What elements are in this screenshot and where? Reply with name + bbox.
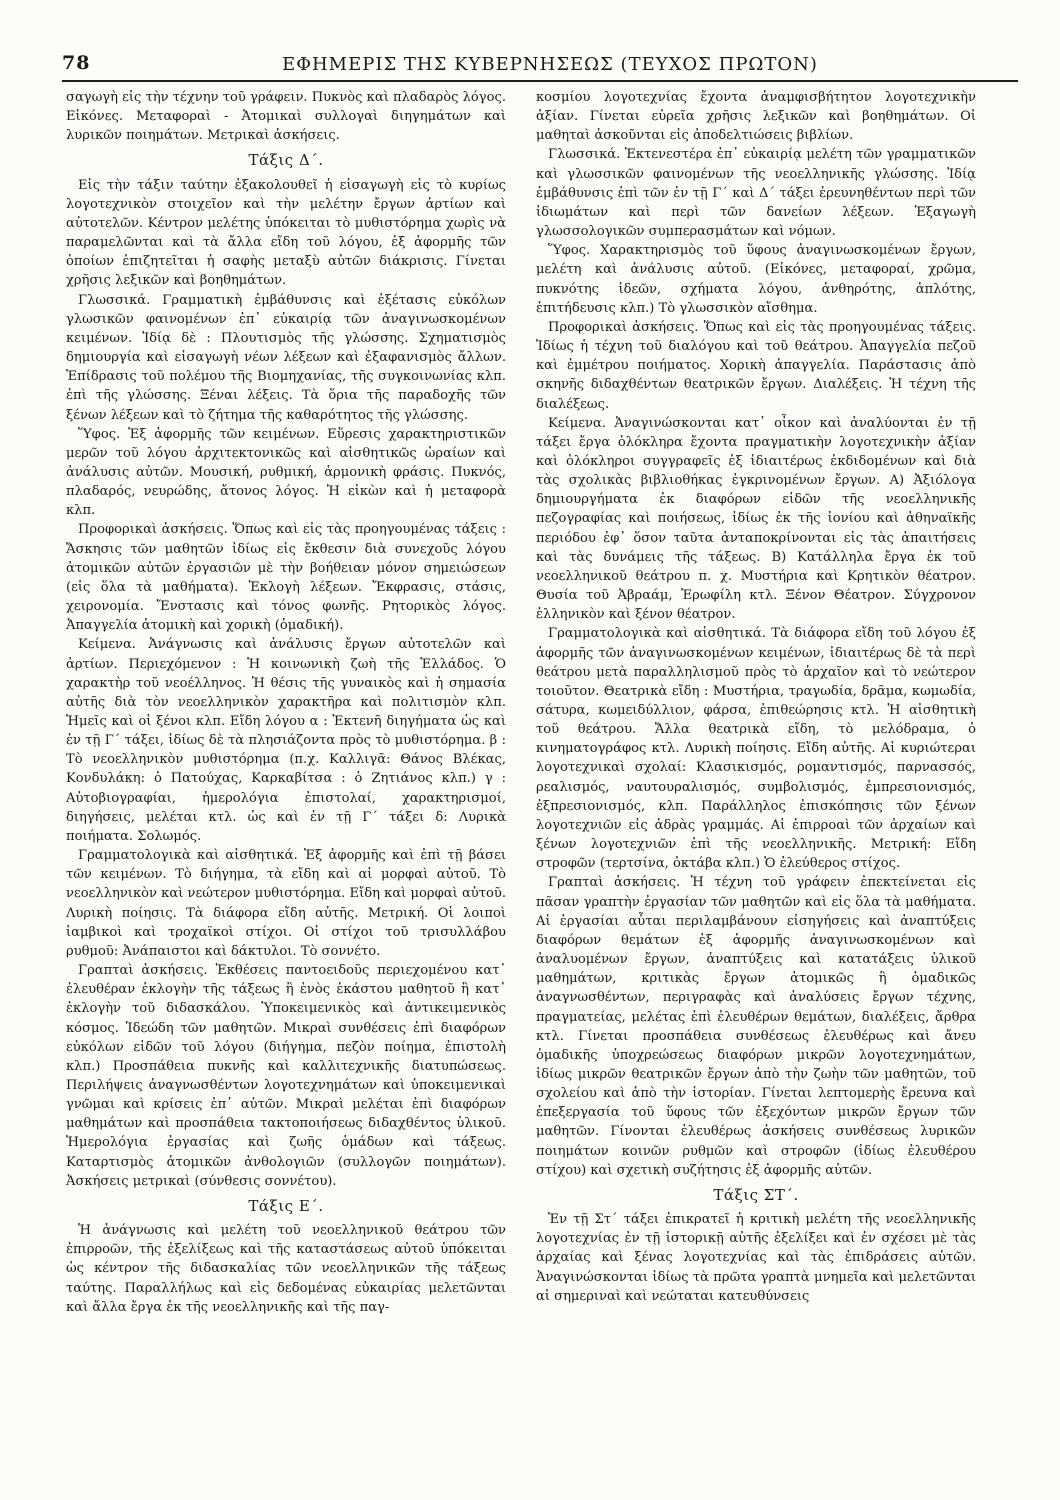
left-column bbox=[66, 88, 506, 1488]
running-title: ΕΦΗΜΕΡΙΣ ΤΗΣ ΚΥΒΕΡΝΗΣΕΩΣ (ΤΕΥΧΟΣ ΠΡΩΤΟΝ) bbox=[282, 54, 818, 75]
paragraph: Κείμενα. Ἀνάγνωσις καὶ ἀνάλυσις ἔργων αὐτοτελῶν καὶ ἀρτίων. Περιεχόμενον : Ἡ κοινωνικὴ ζωὴ τῆς Ἑλλάδος. Ὁ χαρακτὴρ τοῦ νεοέλληνος. Ἡ θέσις τῆς γυναικὸς καὶ ἡ σημασία αὐτῆς διὰ τὸν νεοελληνικὸν χαρακτῆρα καὶ πολιτισμὸν κλπ. Ἡμεῖς καὶ οἱ ξένοι κλπ. Εἴδη λόγου α : Ἐκτενῆ διηγήματα ὡς καὶ ἐν τῇ Γ΄ τάξει, ἰδίως δὲ τὰ πλησιάζοντα πρὸς τὸ μυθιστόρημα. β : Τὸ νεοελληνικὸν μυθιστόρημα (π.χ. Καλλιγᾶ: Θάνος Βλέκας, Κονδυλάκη: ὁ Πατούχας, Καρκαβίτσα : ὁ Ζητιάνος κλπ.) γ : Αὐτοβιογραφίαι, ἡμερολόγια ἐπιστολαί, χαρακτηρισμοί, διηγήσεις, μελέται κτλ. ὡς καὶ ἐν τῇ Γ΄ τάξει δ: Λυρικὰ ποιήματα. Σολωμός. bbox=[66, 637, 506, 844]
paragraph: Προφορικαὶ ἀσκήσεις. Ὅπως καὶ εἰς τὰς προηγουμένας τάξεις. Ἰδίως ἡ τέχνη τοῦ διαλόγου καὶ τοῦ θεάτρου. Ἀπαγγελία πεζοῦ καὶ ἐμμέτρου ποιήματος. Χορικὴ ἀπαγγελία. Παράστασις ἀπὸ σκηνῆς διδαχθέντων θεατρικῶν ἔργων. Διαλέξεις. Ἡ τέχνη τῆς διαλέξεως. bbox=[536, 319, 976, 412]
paragraph: κοσμίου λογοτεχνίας ἔχοντα ἀναμφισβήτητον λογοτεχνικὴν ἀξίαν. Γίνεται εὐρεῖα χρῆσις λεξικῶν καὶ βοηθημάτων. Οἱ μαθηταὶ ἀσκοῦνται εἰς ἀποδελτιώσεις βιβλίων. bbox=[536, 90, 976, 144]
paragraph: Ὕφος. Χαρακτηρισμὸς τοῦ ὕφους ἀναγινωσκομένων ἔργων, μελέτη καὶ ἀνάλυσις αὐτοῦ. (Εἰκόνες, μεταφοραί, χρῶμα, πυκνότης ἰδεῶν, σχήματα λόγου, ἀνθηρότης, ἁπλότης, ἐπιτήδευσις κλπ.) Τὸ γλωσσικὸν αἴσθημα. bbox=[536, 243, 976, 316]
paragraph: Προφορικαὶ ἀσκήσεις. Ὅπως καὶ εἰς τὰς προηγουμένας τάξεις : Ἄσκησις τῶν μαθητῶν ἰδίως εἰς ἔκθεσιν διὰ συνεχοῦς λόγου ἀτομικῶν αὐτῶν ἐργασιῶν μὲ τὴν βοήθειαν μόνον σημειώσεων (εἰς ὅλα τὰ μαθήματα). Ἐκλογὴ λέξεων. Ἔκφρασις, στάσις, χειρονομία. Ἔνστασις καὶ τόνος φωνῆς. Ρητορικὸς λόγος. Ἀπαγγελία ἀτομικὴ καὶ χορικὴ (ὁμαδική). bbox=[66, 522, 506, 634]
right-column bbox=[536, 88, 976, 1488]
section-heading: Τάξις Δ΄. bbox=[248, 151, 324, 170]
paragraph: Ἐν τῇ Στ΄ τάξει ἐπικρατεῖ ἡ κριτικὴ μελέτη τῆς νεοελληνικῆς λογοτεχνίας ἐν τῇ ἱστορικῇ αὐτῆς ἐξελίξει καὶ ἐν σχέσει μὲ τὰς ἀρχαίας καὶ ξένας λογοτεχνίας καὶ τὰς ἐπιδράσεις αὐτῶν. Ἀναγινώσκονται ἰδίως τὰ πρῶτα γραπτὰ μνημεῖα καὶ μελετῶνται αἱ σημεριναὶ καὶ νεώταται κατευθύνσεις bbox=[536, 1212, 976, 1304]
paragraph: Ἡ ἀνάγνωσις καὶ μελέτη τοῦ νεοελληνικοῦ θεάτρου τῶν ἐπιρροῶν, τῆς ἐξελίξεως καὶ τῆς καταστάσεως αὐτοῦ ὑπόκειται ὡς κέντρον τῆς διδασκαλίας τῶν νεοελληνικῶν τῆς τάξεως ταύτης. Παραλλήλως καὶ εἰς δεδομένας εὐκαιρίας μελετῶνται καὶ ἄλλα ἔργα ἐκ τῆς νεοελληνικῆς καὶ τῆς παγ- bbox=[66, 1223, 506, 1315]
paragraph: Γραπταὶ ἀσκήσεις. Ἐκθέσεις παντοειδοῦς περιεχομένου κατ᾽ ἐλευθέραν ἐκλογὴν τῆς τάξεως ἢ ἑνὸς ἑκάστου μαθητοῦ ἢ κατ᾽ ἐκλογὴν τοῦ διδασκάλου. Ὑποκειμενικὸς καὶ ἀντικειμενικὸς κόσμος. Ἰδεώδη τῶν μαθητῶν. Μικραὶ συνθέσεις ἐπὶ διαφόρων εὐκόλων εἰδῶν τοῦ λόγου (διήγημα, πεζὸν ποίημα, ἐπιστολὴ κλπ.) Προσπάθεια πυκνῆς καὶ καλλιτεχνικῆς διατυπώσεως. Περιλήψεις ἀναγνωσθέντων λογοτεχνημάτων καὶ ὑποκειμενικαὶ γνῶμαι καὶ κρίσεις ἐπ᾽ αὐτῶν. Μικραὶ μελέται ἐπὶ διαφόρων μαθημάτων καὶ προσπάθεια τακτοποιήσεως διδαχθέντος ὑλικοῦ. Ἡμερολόγια ἐργασίας καὶ ζωῆς ὁμάδων καὶ τάξεως. Καταρτισμὸς ἀτομικῶν ἀνθολογιῶν (συλλογῶν ποιημάτων). Ἀσκήσεις μετρικαὶ (σύνθεσις σοννέτου). bbox=[66, 963, 506, 1189]
section-heading: Τάξις Ε΄. bbox=[248, 1196, 324, 1215]
page-header bbox=[62, 52, 1018, 82]
paragraph: Γλωσσικά. Γραμματικὴ ἐμβάθυνσις καὶ ἐξέτασις εὐκόλων γλωσικῶν φαινομένων ἐπ᾽ εὐκαιρίᾳ τῶν ἀναγινωσκομένων κειμένων. Ἰδίᾳ δὲ : Πλουτισμὸς τῆς γλώσσης. Σχηματισμὸς δημιουργία καὶ εἰσαγωγὴ νέων λέξεων καὶ ἐξαφανισμὸς ἄλλων. Ἐπίδρασις τοῦ πολέμου τῆς Βιομηχανίας, τῆς συγκοινωνίας κλπ. ἐπὶ τῆς γλώσσης. Ξέναι λέξεις. Τὰ ὅρια τῆς παραδοχῆς τῶν ξένων λέξεων καὶ τὸ ζήτημα τῆς καθαρότητος τῆς γλώσσης. bbox=[66, 292, 506, 423]
paragraph: Γραμματολογικὰ καὶ αἰσθητικά. Ἐξ ἀφορμῆς καὶ ἐπὶ τῇ βάσει τῶν κειμένων. Τὸ διήγημα, τὰ εἴδη καὶ αἱ μορφαὶ αὐτοῦ. Τὸ νεοελληνικὸν καὶ νεώτερον μυθιστόρημα. Εἴδη καὶ μορφαὶ αὐτοῦ. Λυρικὴ ποίησις. Τὰ διάφορα εἴδη αὐτῆς. Μετρική. Οἱ λοιποὶ ἰαμβικοὶ καὶ τροχαϊκοὶ στίχοι. Οἱ στίχοι τοῦ τρισυλλάβου ρυθμοῦ: Ἀνάπαιστοι καὶ δάκτυλοι. Τὸ σοννέτο. bbox=[66, 848, 506, 959]
paragraph: Ὕφος. Ἐξ ἀφορμῆς τῶν κειμένων. Εὕρεσις χαρακτηριστικῶν μερῶν τοῦ λόγου ἀρχιτεκτονικῶς καὶ αἰσθητικῶς ὡραίων καὶ ἀνάλυσις αὐτῶν. Μουσική, ρυθμική, ἁρμονικὴ φράσις. Πυκνός, πλαδαρός, νευρώδης, ἄτονος λόγος. Ἡ εἰκὼν καὶ ἡ μεταφορὰ κλπ. bbox=[66, 426, 506, 519]
section-heading: Τάξις ΣΤ΄. bbox=[713, 1185, 799, 1204]
paragraph: Γραμματολογικὰ καὶ αἰσθητικά. Τὰ διάφορα εἴδη τοῦ λόγου ἐξ ἀφορμῆς τῶν ἀναγινωσκομένων κειμένων, ἰδιαιτέρως δὲ τὰ περὶ θεάτρου μετὰ παραλληλισμοῦ πρὸς τὸ ἀρχαῖον καὶ τὸ νεώτερον τοιοῦτον. Θεατρικὰ εἴδη : Μυστήρια, τραγωδία, δρᾶμα, κωμωδία, σάτυρα, κωμειδύλλιον, φάρσα, ἐπιθεώρησις κτλ. Ἡ αἰσθητικὴ τοῦ θεάτρου. Ἄλλα θεατρικὰ εἴδη, τὸ μελόδραμα, ὁ κινηματογράφος κτλ. Λυρικὴ ποίησις. Εἴδη αὐτῆς. Αἱ κυριώτεραι λογοτεχνικαὶ σχολαί: Κλασικισμός, ρομαντισμός, παρνασσός, ρεαλισμός, ναυτουραλισμός, συμβολισμός, ἐμπρεσιονισμός, ἐξπρεσιονισμός, κλπ. Παράλληλος ἐπισκόπησις τῶν ξένων λογοτεχνιῶν εἰς ἁδρὰς γραμμάς. Αἱ ἐπιρροαὶ τῶν ἀρχαίων καὶ ξένων λογοτεχνιῶν ἐπὶ τῆς νεοελληνικῆς. Μετρική: Εἴδη στροφῶν (τερτσίνα, ὀκτάβα κλπ.) Ὁ ἐλεύθερος στίχος. bbox=[536, 626, 976, 872]
paragraph: σαγωγὴ εἰς τὴν τέχνην τοῦ γράφειν. Πυκνὸς καὶ πλαδαρὸς λόγος. Εἰκόνες. Μεταφοραὶ - Ἀτομικαὶ συλλογαὶ διηγημάτων καὶ λυρικῶν ποιημάτων. Μετρικαὶ ἀσκήσεις. bbox=[66, 90, 506, 144]
paragraph: Εἰς τὴν τάξιν ταύτην ἐξακολουθεῖ ἡ εἰσαγωγὴ εἰς τὸ κυρίως λογοτεχνικὸν στοιχεῖον καὶ τὴν μελέτην ἔργων ἀρτίων καὶ αὐτοτελῶν. Κέντρον μελέτης ὑπόκειται τὸ μυθιστόρημα χωρὶς νὰ παραμελῶνται καὶ τὰ ἄλλα εἴδη τοῦ λόγου, ἐξ ἀφορμῆς τῶν ὁποίων ἐπιζητεῖται ἡ σαφὴς μεταξὺ αὐτῶν διάκρισις. Γίνεται χρῆσις λεξικῶν καὶ βοηθημάτων. bbox=[66, 177, 506, 289]
paragraph: Κείμενα. Ἀναγινώσκονται κατ᾽ οἶκον καὶ ἀναλύονται ἐν τῇ τάξει ἔργα ὁλόκληρα ἔχοντα πραγματικὴν λογοτεχνικὴν ἀξίαν καὶ ὁλόκληροι συγγραφεῖς ἐξ ἰδιαιτέρως ἐκδιδομένων καὶ διὰ τὰς σχολικὰς βιβλιοθήκας ἐγκρινομένων ἔργων. Α) Ἀξιόλογα δημιουργήματα ἐκ διαφόρων εἰδῶν τῆς νεοελληνικῆς πεζογραφίας καὶ ποιήσεως, ἰδίως ἐκ τῆς ἰονίου καὶ ἀθηναϊκῆς περιόδου ἐφ᾽ ὅσον ταῦτα ἀνταποκρίνονται εἰς τὰς ἀπαιτήσεις καὶ τὰς δυνάμεις τῆς τάξεως. Β) Κατάλληλα ἔργα ἐκ τοῦ νεοελληνικοῦ θεάτρου π. χ. Μυστήρια καὶ Κρητικὸν θέατρον. Θυσία τοῦ Ἀβραάμ, Ἐρωφίλη κτλ. Ξένον Θέατρον. Σύγχρονον ἑλληνικὸν καὶ ξένον θέατρον. bbox=[536, 415, 976, 623]
paragraph: Γραπταὶ ἀσκήσεις. Ἡ τέχνη τοῦ γράφειν ἐπεκτείνεται εἰς πᾶσαν γραπτὴν ἐργασίαν τῶν μαθητῶν καὶ εἰς ὅλα τὰ μαθήματα. Αἱ ἐργασίαι αὗται περιλαμβάνουν εἰσηγήσεις καὶ ἀναπτύξεις διαφόρων θεμάτων ἐξ ἀφορμῆς ἀναγινωσκομένων καὶ ἀναλυομένων ἔργων, ἀναπτύξεις καὶ κατατάξεις ὑλικοῦ μαθημάτων, κριτικὰς ἔργων ἀτομικῶς ἢ ὁμαδικῶς ἀναγνωσθέντων, περιγραφὰς καὶ ἀναλύσεις ἔργων τέχνης, πραγματείας, μελέτας ἐπὶ ἐλευθέρων θεμάτων, διαλέξεις, ἄρθρα κτλ. Γίνεται προσπάθεια συνθέσεως ἐλευθέρως καὶ ἄνευ ὁμαδικῆς ὑποχρεώσεως διαφόρων μικρῶν λογοτεχνημάτων, ἰδίως μικρῶν θεατρικῶν ἔργων ἀπὸ τὴν ζωὴν τῶν μαθητῶν, τοῦ σχολείου καὶ ἀπὸ τὴν ἱστορίαν. Γίνεται λεπτομερὴς ἔρευνα καὶ ἐπεξεργασία τοῦ ὕφους τῶν ἐξεχόντων μικρῶν ἔργων τῶν μαθητῶν. Γίνονται ἐλευθέρως ἀσκήσεις συνθέσεως λυρικῶν ποιημάτων κοινῶν ρυθμῶν καὶ στροφῶν (ἰδίως ἐλευθέρου στίχου) καὶ σχετικὴ συζήτησις ἐξ ἀφορμῆς αὐτῶν. bbox=[536, 875, 976, 1178]
page-number: 78 bbox=[62, 52, 91, 74]
paragraph: Γλωσσικά. Ἐκτενεστέρα ἐπ᾽ εὐκαιρίᾳ μελέτη τῶν γραμματικῶν καὶ γλωσσικῶν φαινομένων τῆς νεοελληνικῆς γλώσσης. Ἰδίᾳ ἐμβάθυνσις ἐπὶ τῶν ἐν τῇ Γ΄ καὶ Δ΄ τάξει ἐρευνηθέντων περὶ τῶν ἰδιωμάτων καὶ περὶ τῶν δανείων λέξεων. Ἐξαγωγὴ γλωσσολογικῶν συμπερασμάτων καὶ νόμων. bbox=[536, 147, 976, 240]
